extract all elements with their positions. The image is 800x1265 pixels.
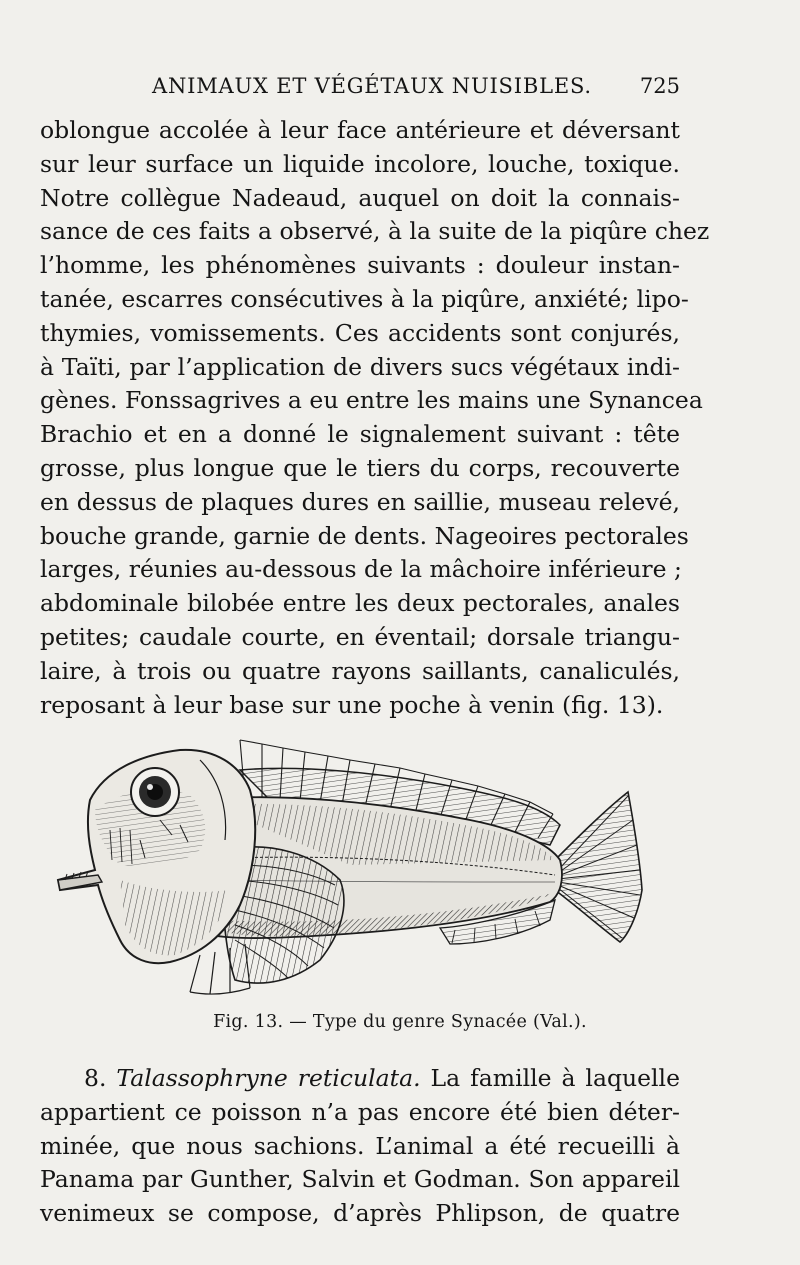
text-fragment: La famille à laquelle [420,1064,680,1092]
page-number: 725 [639,74,680,98]
text-line: minée, que nous sachions. L’animal a été recueilli à [40,1131,680,1160]
section-heading-line [40,1062,680,1096]
text-line: oblongue accolée à leur face antérieure et déversant [40,116,680,144]
species-name: Talassophryne reticulata. [116,1064,421,1092]
text-line: bouche grande, garnie de dents. Nageoires pectorales [40,521,689,550]
text-line: sance de ces faits a observé, à la suite de la piqûre chez [40,217,710,246]
text-line: abdominale bilobée entre les deux pectorales, anales [40,589,680,618]
text-line: Notre collègue Nadeaud, auquel on doit la connais- [40,183,680,212]
text-line: grosse, plus longue que le tiers du corps, recouverte [40,453,680,482]
running-head [40,74,680,104]
eye [131,768,179,816]
text-line: laire, à trois ou quatre rayons saillants, canaliculés, [40,656,680,685]
fish-illustration [50,730,660,1000]
text-line: en dessus de plaques dures en saillie, museau relevé, [40,487,680,516]
paragraph-continued [40,114,710,722]
text-line: larges, réunies au-dessous de la mâchoire inférieure ; [40,555,682,584]
text-line: Brachio et en a donné le signalement suivant : tête [40,420,680,449]
text-line: appartient ce poisson n’a pas encore été bien déter- [40,1097,680,1126]
section-number: 8. [84,1064,107,1092]
figure-caption: Fig. 13. — Type du genre Synacée (Val.). [213,1012,587,1032]
text-line: sur leur surface un liquide incolore, louche, toxique. [40,149,680,178]
text-line: venimeux se compose, d’après Phlipson, de quatre [40,1199,680,1228]
running-title: ANIMAUX ET VÉGÉTAUX NUISIBLES. [152,74,592,98]
text-line: l’homme, les phénomènes suivants : douleur instan- [40,251,680,280]
text-line: petites; caudale courte, en éventail; dorsale triangu- [40,622,680,651]
text-line: thymies, vomissements. Ces accidents sont conjurés, [40,318,680,347]
section-8-paragraph [40,1062,680,1231]
text-line: Panama par Gunther, Salvin et Godman. Son appareil [40,1165,680,1194]
caudal-fin [555,792,642,942]
text-line: gènes. Fonssagrives a eu entre les mains une Synancea [40,386,703,415]
text-line: reposant à leur base sur une poche à venin (fig. 13). [40,690,664,719]
text-line: à Taïti, par l’application de divers sucs végétaux indi- [40,352,680,381]
text-line: tanée, escarres consécutives à la piqûre, anxiété; lipo- [40,284,689,313]
